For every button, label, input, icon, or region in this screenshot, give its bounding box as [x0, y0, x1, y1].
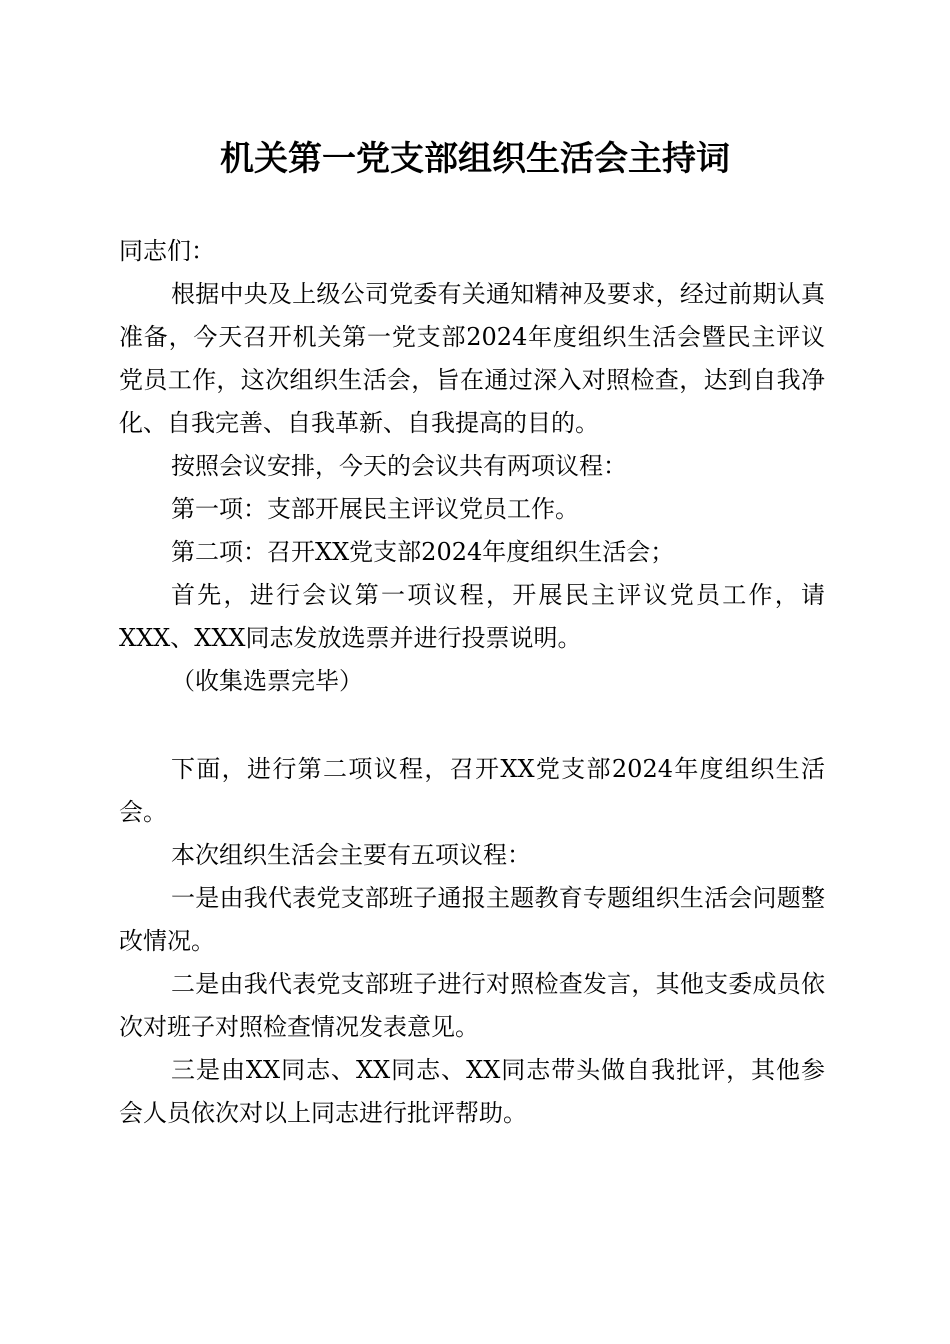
paragraph-first-agenda: 首先，进行会议第一项议程，开展民主评议党员工作，请XXX、XXX同志发放选票并进行投票说明。	[119, 581, 825, 652]
paragraph-point-one: 一是由我代表党支部班子通报主题教育专题组织生活会问题整改情况。	[119, 884, 825, 955]
paragraph-second-agenda: 下面，进行第二项议程，召开XX党支部2024年度组织生活会。	[119, 755, 825, 826]
paragraph-five-items: 本次组织生活会主要有五项议程：	[171, 841, 531, 869]
paragraph-point-three: 三是由XX同志、XX同志、XX同志带头做自我批评，其他参会人员依次对以上同志进行批评帮助。	[119, 1056, 825, 1127]
document-title: 机关第一党支部组织生活会主持词	[220, 139, 730, 179]
paragraph-point-two: 二是由我代表党支部班子进行对照检查发言，其他支委成员依次对班子对照检查情况发表意见。	[119, 970, 825, 1041]
salutation: 同志们：	[119, 237, 215, 265]
paragraph-item-two: 第二项：召开XX党支部2024年度组织生活会；	[171, 538, 675, 566]
paragraph-item-one: 第一项：支部开展民主评议党员工作。	[171, 495, 579, 523]
paragraph-ballot-note: （收集选票完毕）	[171, 667, 363, 695]
paragraph-agenda-intro: 按照会议安排，今天的会议共有两项议程：	[171, 452, 627, 480]
paragraph-spacer	[119, 703, 825, 748]
document-body	[119, 230, 825, 1135]
paragraph-intro: 根据中央及上级公司党委有关通知精神及要求，经过前期认真准备，今天召开机关第一党支部2024年度组织生活会暨民主评议党员工作，这次组织生活会，旨在通过深入对照检查，达到自我净化、自我完善、自我革新、自我提高的目的。	[119, 280, 825, 437]
